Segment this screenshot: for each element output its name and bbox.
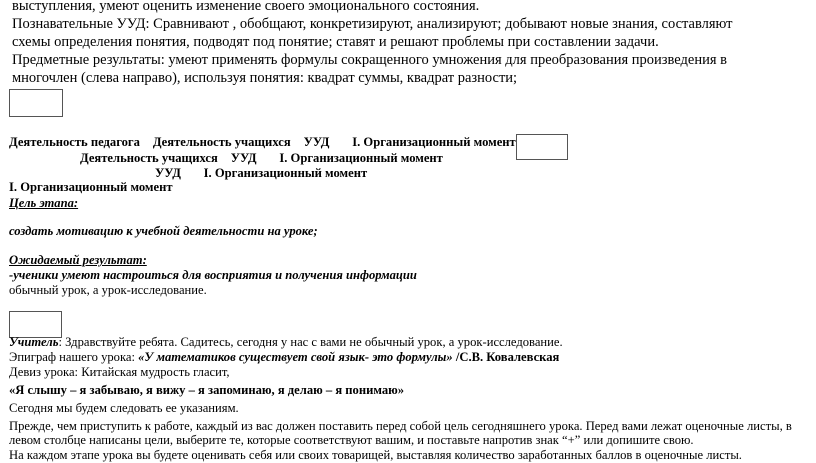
table-header-row-2: Деятельность учащихся УУД I. Организационный момент bbox=[80, 151, 414, 165]
teacher-line bbox=[9, 335, 563, 350]
lesson-type-text: обычный урок, а урок-исследование. bbox=[9, 283, 207, 297]
table-header-row-1: Деятельность педагога Деятельность учащихся УУД I. Организационный момент bbox=[9, 135, 477, 149]
intro-line-3: схемы определения понятия, подводят под понятие; ставят и решают проблемы при составлении задачи. bbox=[12, 34, 659, 50]
table-header-row-3: УУД I. Организационный момент bbox=[155, 166, 348, 180]
instruction-line-3: На каждом этапе урока вы будете оценивать себя или своих товарищей, выставляя количество заработанных баллов в оценочные листы. bbox=[9, 448, 742, 462]
follow-text: Сегодня мы будем следовать ее указаниям. bbox=[9, 401, 239, 415]
section-title: I. Организационный момент bbox=[9, 180, 173, 194]
goal-label: Цель этапа: bbox=[9, 196, 79, 210]
empty-image-placeholder bbox=[516, 134, 568, 160]
empty-image-placeholder bbox=[9, 89, 63, 117]
epigraph-prefix: Эпиграф нашего урока: bbox=[9, 350, 139, 364]
intro-line-1: выступления, умеют оценить изменение своего эмоционального состояния. bbox=[12, 0, 480, 14]
empty-image-placeholder bbox=[9, 311, 62, 338]
motto-quote: «Я слышу – я забываю, я вижу – я запоминаю, я делаю – я понимаю» bbox=[9, 383, 405, 397]
motto-intro: Девиз урока: Китайская мудрость гласит, bbox=[9, 365, 230, 379]
expected-label: Ожидаемый результат: bbox=[9, 253, 147, 267]
epigraph-author: /С.В. Ковалевская bbox=[452, 350, 560, 364]
goal-text: создать мотивацию к учебной деятельности на уроке; bbox=[9, 224, 318, 238]
epigraph-quote: «У математиков существует свой язык- это формулы» bbox=[138, 350, 453, 364]
epigraph-line bbox=[9, 350, 559, 365]
instruction-line-2: левом столбце написаны цели, выберите те, которые соответствуют вашим, и поставьте напротив знак “+” или допишите свою. bbox=[9, 433, 694, 447]
bullet-glyph bbox=[9, 297, 19, 312]
intro-line-2: Познавательные УУД: Сравнивают , обобщают, конкретизируют, анализируют; добывают новые знания, составляют bbox=[12, 16, 733, 32]
teacher-speech: : Здравствуйте ребята. Садитесь, сегодня у нас с вами не обычный урок, а урок-исследование. bbox=[58, 335, 563, 349]
teacher-label: Учитель bbox=[9, 335, 59, 349]
expected-text: -ученики умеют настроиться для восприятия и получения информации bbox=[9, 268, 417, 282]
instruction-line-1: Прежде, чем приступить к работе, каждый из вас должен поставить перед собой цель сегодняшнего урока. Перед вами лежат оценочные листы, в bbox=[9, 419, 792, 433]
intro-line-5: многочлен (слева направо), используя понятия: квадрат суммы, квадрат разности; bbox=[12, 70, 518, 86]
intro-line-4: Предметные результаты: умеют применять формулы сокращенного умножения для преобразования произведения в bbox=[12, 52, 727, 68]
